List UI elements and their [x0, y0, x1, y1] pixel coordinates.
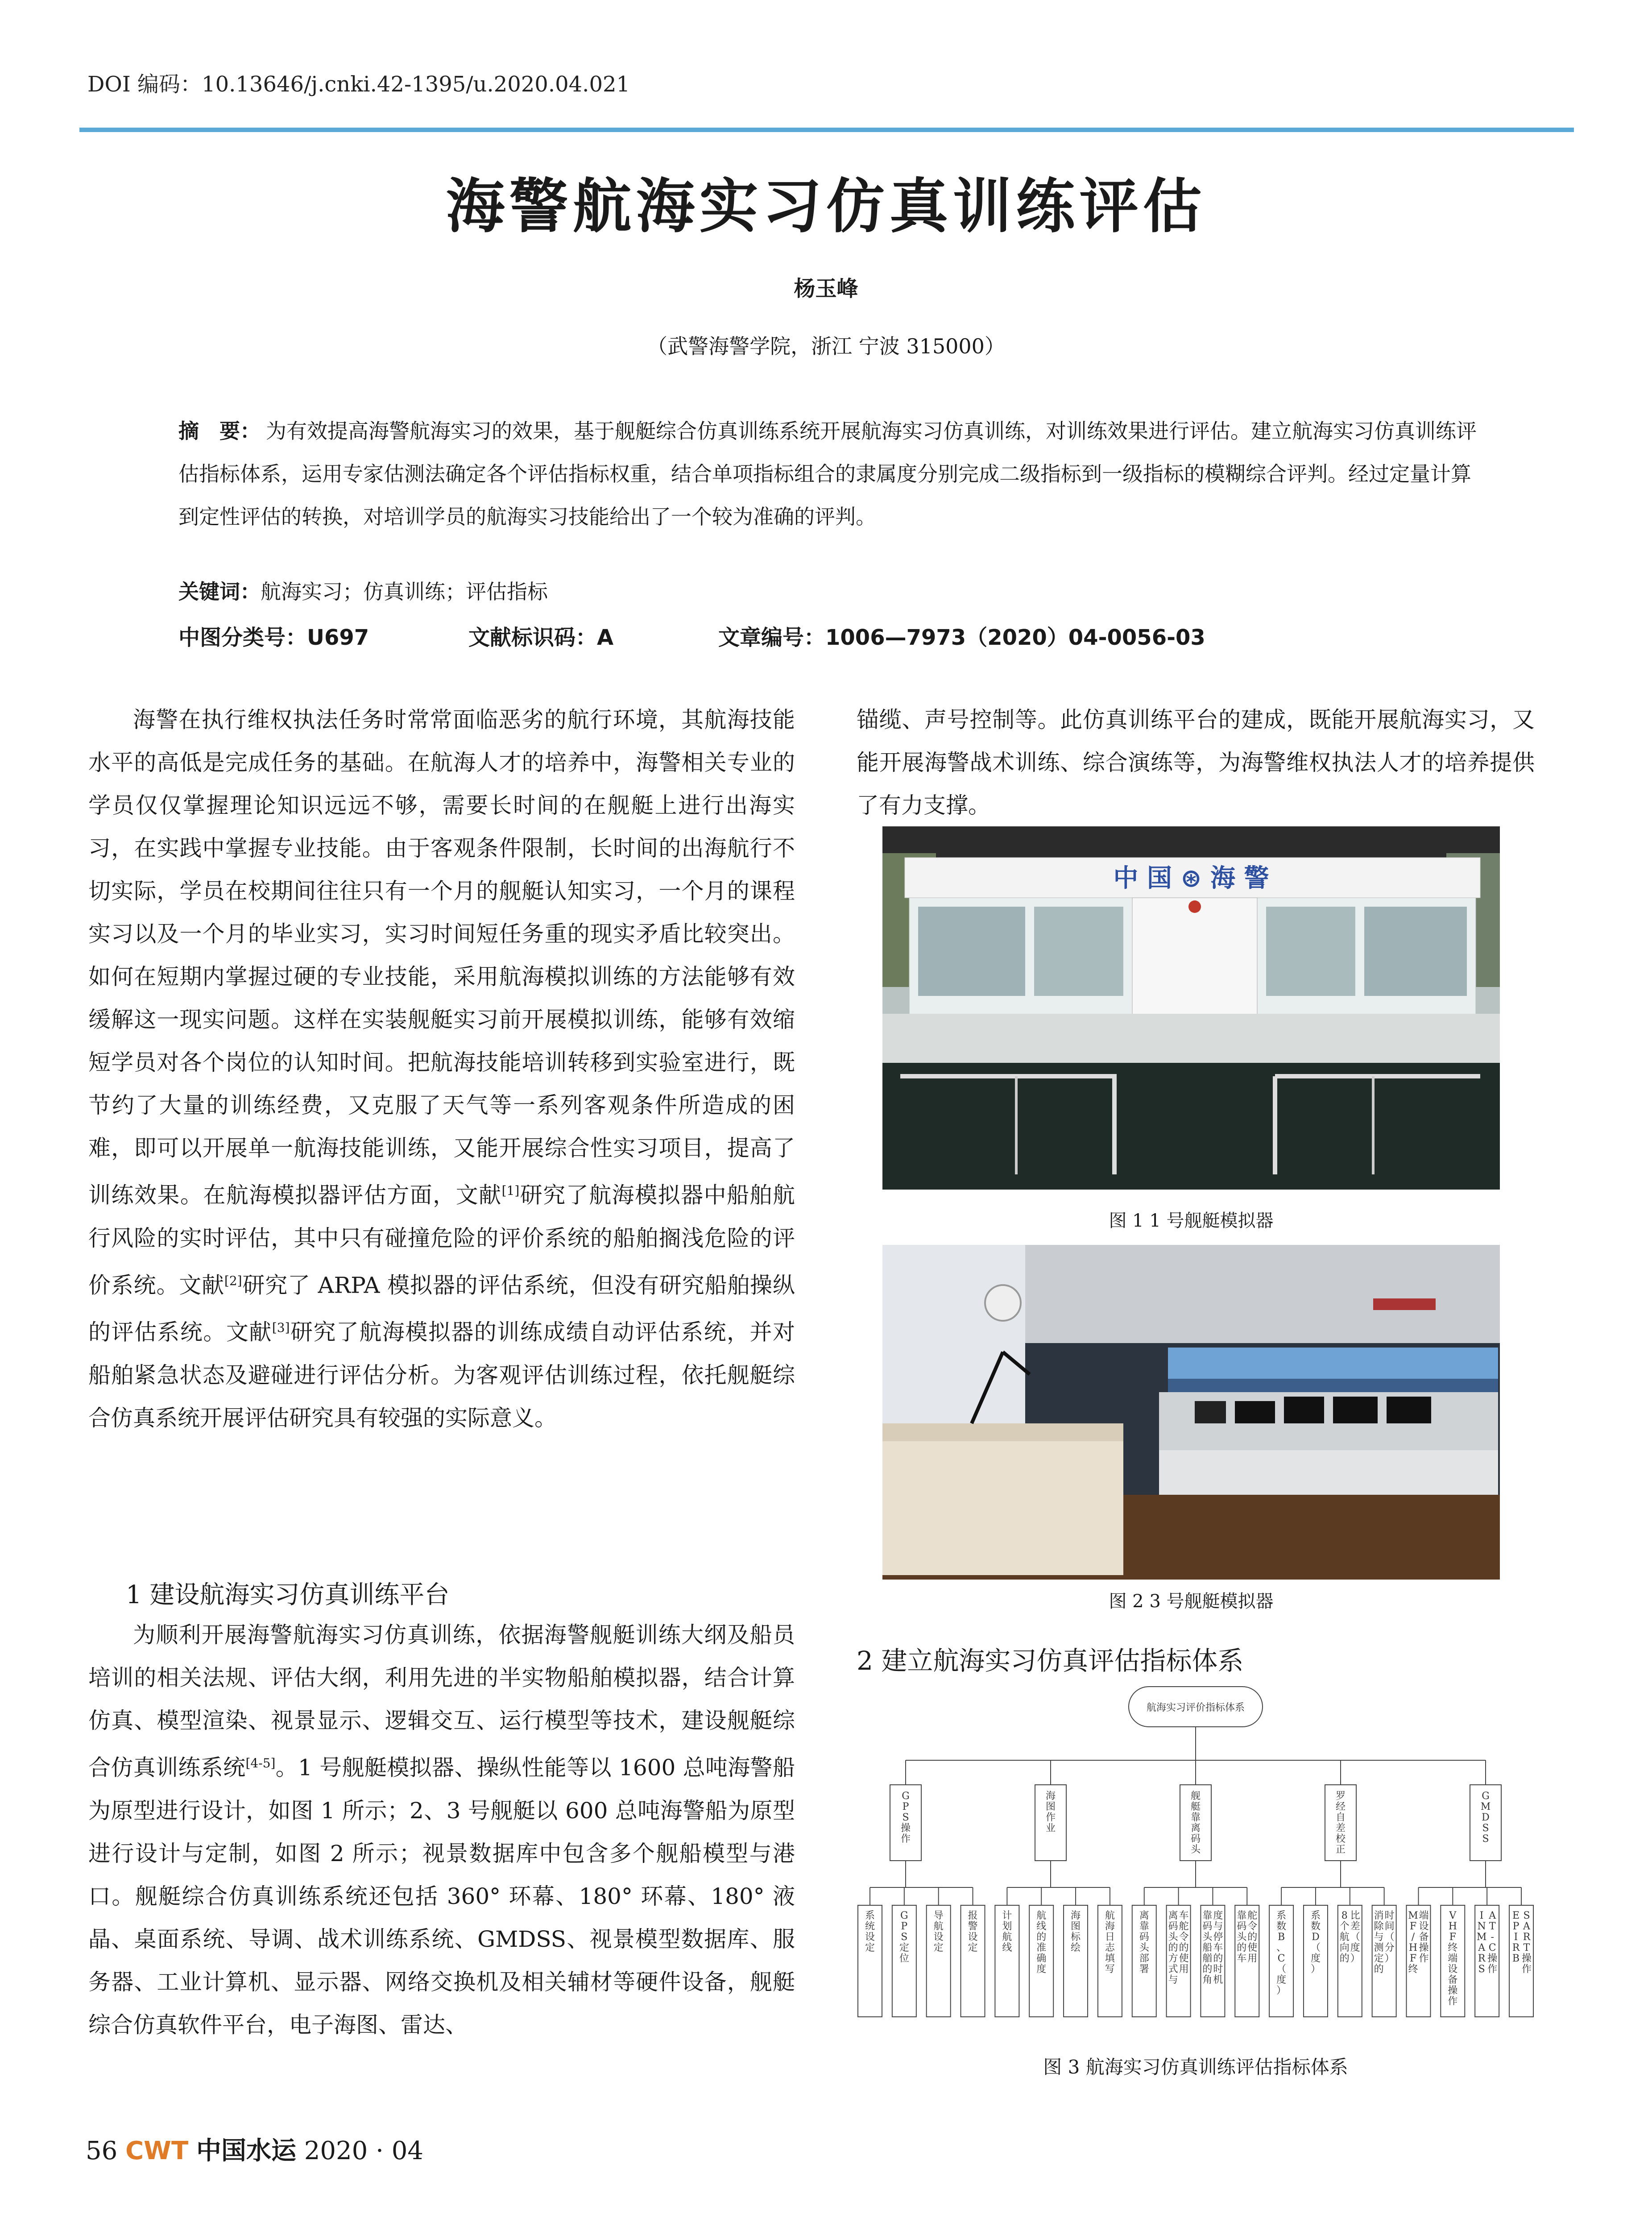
ship-sign: 中 国 ⊛ 海 警: [1113, 864, 1269, 893]
simulator-3-illustration: [882, 1245, 1500, 1580]
level1-label: 舰艇靠离码头: [1190, 1791, 1201, 1855]
page-number: 56: [86, 2136, 118, 2165]
level1-label: 海图作业: [1045, 1791, 1056, 1834]
ref-2: [2]: [224, 1273, 242, 1288]
author: 杨玉峰: [794, 276, 858, 301]
level2-label: 海图标绘: [1071, 1910, 1081, 1953]
figure-1-photo: [882, 826, 1500, 1190]
index-tree: [857, 1682, 1535, 2039]
level2-label: G P S 定位: [899, 1910, 909, 1964]
journal-brand: CWT: [125, 2136, 189, 2165]
level2-label: 航海日志填写: [1105, 1910, 1115, 1975]
ref-4-5: [4-5]: [245, 1756, 276, 1771]
journal-name: 中国水运: [196, 2136, 296, 2165]
page-footer: [86, 2131, 423, 2167]
level2-label: 系数 D （度）: [1310, 1910, 1321, 1975]
paper-title: 海警航海实习仿真训练评估: [446, 172, 1206, 241]
figure-3-caption: 图 3 航海实习仿真训练评估指标体系: [1043, 2056, 1348, 2078]
keywords-label: 关键词：: [178, 580, 261, 604]
header-rule: [79, 128, 1574, 132]
level2-label: 导航设定: [933, 1910, 944, 1953]
left-column-section1: [88, 1613, 795, 2046]
keywords-text: 航海实习；仿真训练；评估指标: [261, 580, 548, 604]
left-column: [88, 698, 795, 1439]
article-number: 文章编号：1006—7973（2020）04-0056-03: [718, 625, 1205, 650]
level1-label: G M D S S: [1480, 1791, 1491, 1845]
intro-paragraph: 海警在执行维权执法任务时常常面临恶劣的航行环境，其航海技能水平的高低是完成任务的基础。在航海人才的培养中，海警相关专业的学员仅仅掌握理论知识远远不够，需要长时间的在舰艇上进行出海实习，在实践中掌握专业技能。由于客观条件限制，长时间的出海航行不切实际，学员在校期间往往只有一个月的舰艇认知实习，一个月的课程实习以及一个月的毕业实习，实习时间短任务重的现实矛盾比较突出。如何在短期内掌握过硬的专业技能，采用航海模拟训练的方法能够有效缓解这一现实问题。这样在实装舰艇实习前开展模拟训练，能够有效缩短学员对各个岗位的认知时间。把航海技能培训转移到实验室进行，既节约了大量的训练经费，又克服了天气等一系列客观条件所造成的困难，即可以开展单一航海技能训练，又能开展综合性实习项目，提高了训练效果。在航海模拟器评估方面，文献[1]研究了航海模拟器中船舶航行风险的实时评估，其中只有碰撞危险的评价系统的船舶搁浅危险的评价系统。文献[2]研究了 ARPA 模拟器的评估系统，但没有研究船舶操纵的评估系统。文献[3]研究了航海模拟器的训练成绩自动评估系统，并对船舶紧急状态及避碰进行评估分析。为客观评估训练过程，依托舰艇综合仿真系统开展评估研究具有较强的实际意义。: [88, 707, 795, 1431]
document-code: 文献标识码：A: [468, 625, 614, 650]
clc-number: 中图分类号：U697: [178, 625, 369, 650]
level1-label: 罗经自差校正: [1335, 1791, 1346, 1855]
level2-label: 8 个航向的比差（度）: [1339, 1910, 1360, 1964]
section-heading-1: 1 建设航海实习仿真训练平台: [126, 1580, 450, 1609]
root-label: 航海实习评价指标体系: [1146, 1702, 1245, 1713]
figure-3-diagram: [857, 1682, 1535, 2039]
keywords: [178, 576, 548, 605]
section-heading-2: 2 建立航海实习仿真评估指标体系: [857, 1646, 1244, 1676]
level2-label: 离码头的方式与车舵令的使用: [1168, 1910, 1189, 1986]
figure-2-photo: [882, 1245, 1500, 1580]
level2-label: 航线的准确度: [1036, 1910, 1047, 1975]
ref-1: [1]: [501, 1183, 520, 1198]
figure-2-caption: 图 2 3 号舰艇模拟器: [1109, 1591, 1274, 1612]
section1-paragraph: 为顺利开展海警航海实习仿真训练，依据海警舰艇训练大纲及船员培训的相关法规、评估大纲，利用先进的半实物船舶模拟器，结合计算仿真、模型渲染、视景显示、逻辑交互、运行模型等技术，建设舰艇综合仿真训练系统[4-5]。1 号舰艇模拟器、操纵性能等以 1600 总吨海警船为原型进行设计，如图 1 所示；2、3 号舰艇以 600 总吨海警船为原型进行设计与定制，如图 2 所示；视景数据库中包含多个舰船模型与港口。舰艇综合仿真训练系统还包括 360° 环幕、180° 环幕、180° 液晶、桌面系统、导调、战术训练系统、GMDSS、视景模型数据库、服务器、工业计算机、显示器、网络交换机及相关辅材等硬件设备，舰艇综合仿真软件平台，电子海图、雷达、: [88, 1622, 795, 2038]
level2-label: 计划航线: [1002, 1910, 1012, 1953]
doi-header: DOI 编码：10.13646/j.cnki.42-1395/u.2020.04.021: [87, 72, 630, 97]
level2-label: 消除与测定的时间（分）: [1374, 1910, 1395, 1975]
right-paragraph: 锚缆、声号控制等。此仿真训练平台的建成，既能开展航海实习，又能开展海警战术训练、综合演练等，为海警维权执法人才的培养提供了有力支撑。: [857, 707, 1535, 818]
level2-label: M F / H F 终端设备操作: [1408, 1910, 1429, 1975]
issue: 2020 · 04: [304, 2136, 423, 2165]
affiliation: （武警海警学院，浙江 宁波 315000）: [647, 334, 1005, 358]
level2-label: 系数 B 、 C （度）: [1276, 1910, 1287, 1996]
level2-label: 系统设定: [865, 1910, 875, 1953]
abstract-text: 为有效提高海警航海实习的效果，基于舰艇综合仿真训练系统开展航海实习仿真训练，对训练效果进行评估。建立航海实习仿真训练评估指标体系，运用专家估测法确定各个评估指标权重，结合单项指标组合的隶属度分别完成二级指标到一级指标的模糊综合评判。经过定量计算到定性评估的转换，对培训学员的航海实习技能给出了一个较为准确的评判。: [178, 419, 1477, 529]
level2-label: 靠码头的车舵令的使用: [1237, 1910, 1258, 1964]
simulator-1-illustration: [882, 826, 1500, 1190]
ref-3: [3]: [272, 1320, 290, 1335]
level2-label: E P I R B S A R T 操作: [1512, 1910, 1532, 1975]
level2-label: V H F 终端设备操作: [1448, 1910, 1458, 2007]
level1-label: G P S 操作: [900, 1791, 911, 1845]
figure-1-caption: 图 1 1 号舰艇模拟器: [1109, 1211, 1274, 1231]
level2-label: 报警设定: [968, 1910, 978, 1953]
level2-label: 离靠码头部署: [1139, 1910, 1149, 1975]
right-column: [857, 698, 1535, 827]
abstract: [178, 410, 1481, 538]
abstract-label: 摘 要：: [178, 419, 261, 443]
level2-label: I N M A R SA T -C 操作: [1476, 1910, 1498, 1975]
level2-label: 靠码头船艏的角度与停车的时机: [1202, 1910, 1223, 1986]
